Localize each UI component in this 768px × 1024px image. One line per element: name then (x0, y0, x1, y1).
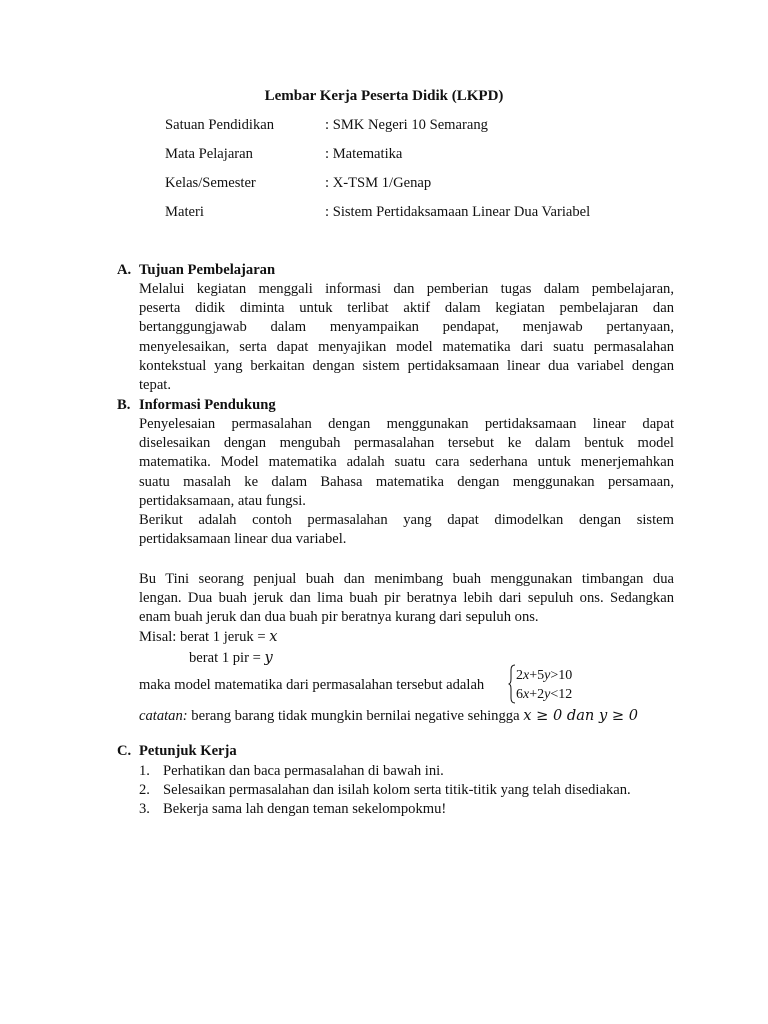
section-a-paragraph (139, 280, 674, 395)
page-title: Lembar Kerja Peserta Didik (LKPD) (264, 88, 504, 104)
paragraph-line: bertanggungjawab dalam menyampaikan pendapat, menjawab pertanyaan, (139, 319, 674, 336)
identity-key: Kelas/Semester (165, 175, 256, 191)
identity-value: : X-TSM 1/Genap (325, 175, 432, 191)
note-line (139, 706, 638, 726)
identity-value: : Matematika (325, 146, 403, 162)
misal-label: Misal: berat 1 jeruk = (139, 629, 270, 645)
list-number: 2. (139, 782, 150, 798)
paragraph-line: pertidaksamaan, atau fungsi. (139, 492, 306, 509)
paragraph-line: suatu masalah ke dalam Bahasa matematika dengan menggunakan persamaan, (139, 473, 674, 490)
paragraph-line: lengan. Dua buah jeruk dan lima buah pir beratnya lebih dari sepuluh ons. Sedangkan (139, 590, 674, 607)
section-b-paragraph (139, 415, 674, 549)
inequality-2: 6x+2y<12 (516, 687, 573, 702)
section-a-title: Tujuan Pembelajaran (139, 262, 276, 278)
paragraph-line: diselesaikan dengan mengubah permasalahan tersebut ke dalam bentuk model (139, 435, 674, 452)
paragraph-line: enam buah jeruk dan dua buah pir beratnya kurang dari sepuluh ons. (139, 609, 539, 626)
identity-key: Materi (165, 204, 204, 220)
section-b-title: Informasi Pendukung (139, 397, 276, 413)
paragraph-line: peserta didik diminta untuk terlibat aktif dalam kegiatan pembelajaran dan (139, 300, 674, 317)
list-number: 3. (139, 801, 150, 817)
section-c-letter: C. (117, 743, 132, 759)
variable-x: x (269, 628, 278, 645)
identity-value: : Sistem Pertidaksamaan Linear Dua Variabel (325, 204, 591, 220)
note-text: berang barang tidak mungkin bernilai negative sehingga (187, 708, 524, 724)
note-math: x ≥ 0 dan y ≥ 0 (523, 707, 638, 724)
section-b-letter: B. (117, 397, 131, 413)
pir-label: berat 1 pir = (189, 650, 265, 666)
list-number: 1. (139, 763, 150, 779)
misal-line (139, 627, 277, 647)
left-brace-icon (508, 664, 516, 704)
paragraph-line: matematika. Model matematika adalah suatu cara sederhana untuk menerjemahkan (139, 454, 674, 471)
paragraph-line: kontekstual yang berkaitan dengan sistem pertidaksamaan linear dua variabel dengan (139, 357, 674, 374)
list-item: Bekerja sama lah dengan teman sekelompokmu! (163, 801, 447, 817)
inequality-1: 2x+5y>10 (516, 668, 573, 683)
identity-key: Satuan Pendidikan (165, 117, 275, 133)
identity-key: Mata Pelajaran (165, 146, 253, 162)
pir-line (189, 648, 273, 668)
paragraph-line: pertidaksamaan linear dua variabel. (139, 531, 347, 548)
list-item: Selesaikan permasalahan dan isilah kolom serta titik-titik yang telah disediakan. (163, 782, 631, 798)
paragraph-line: tepat. (139, 376, 172, 393)
paragraph-line: Melalui kegiatan menggali informasi dan pemberian tugas dalam pembelajaran, (139, 281, 674, 297)
example-paragraph (139, 570, 674, 628)
variable-y: y (264, 649, 273, 666)
section-c-title: Petunjuk Kerja (139, 743, 237, 759)
note-label: catatan: (139, 708, 188, 724)
paragraph-line: menyelesaikan, serta dapat menyajikan model matematika dari suatu permasalahan (139, 338, 674, 355)
list-item: Perhatikan dan baca permasalahan di bawah ini. (163, 763, 444, 779)
paragraph-line: Bu Tini seorang penjual buah dan menimbang buah menggunakan timbangan dua (139, 571, 674, 587)
paragraph-line: Berikut adalah contoh permasalahan yang dapat dimodelkan dengan sistem (139, 511, 674, 528)
paragraph-line: Penyelesaian permasalahan dengan menggunakan pertidaksamaan linear dapat (139, 416, 674, 432)
section-a-letter: A. (117, 262, 132, 278)
model-text: maka model matematika dari permasalahan tersebut adalah (139, 677, 485, 693)
identity-value: : SMK Negeri 10 Semarang (325, 117, 488, 133)
